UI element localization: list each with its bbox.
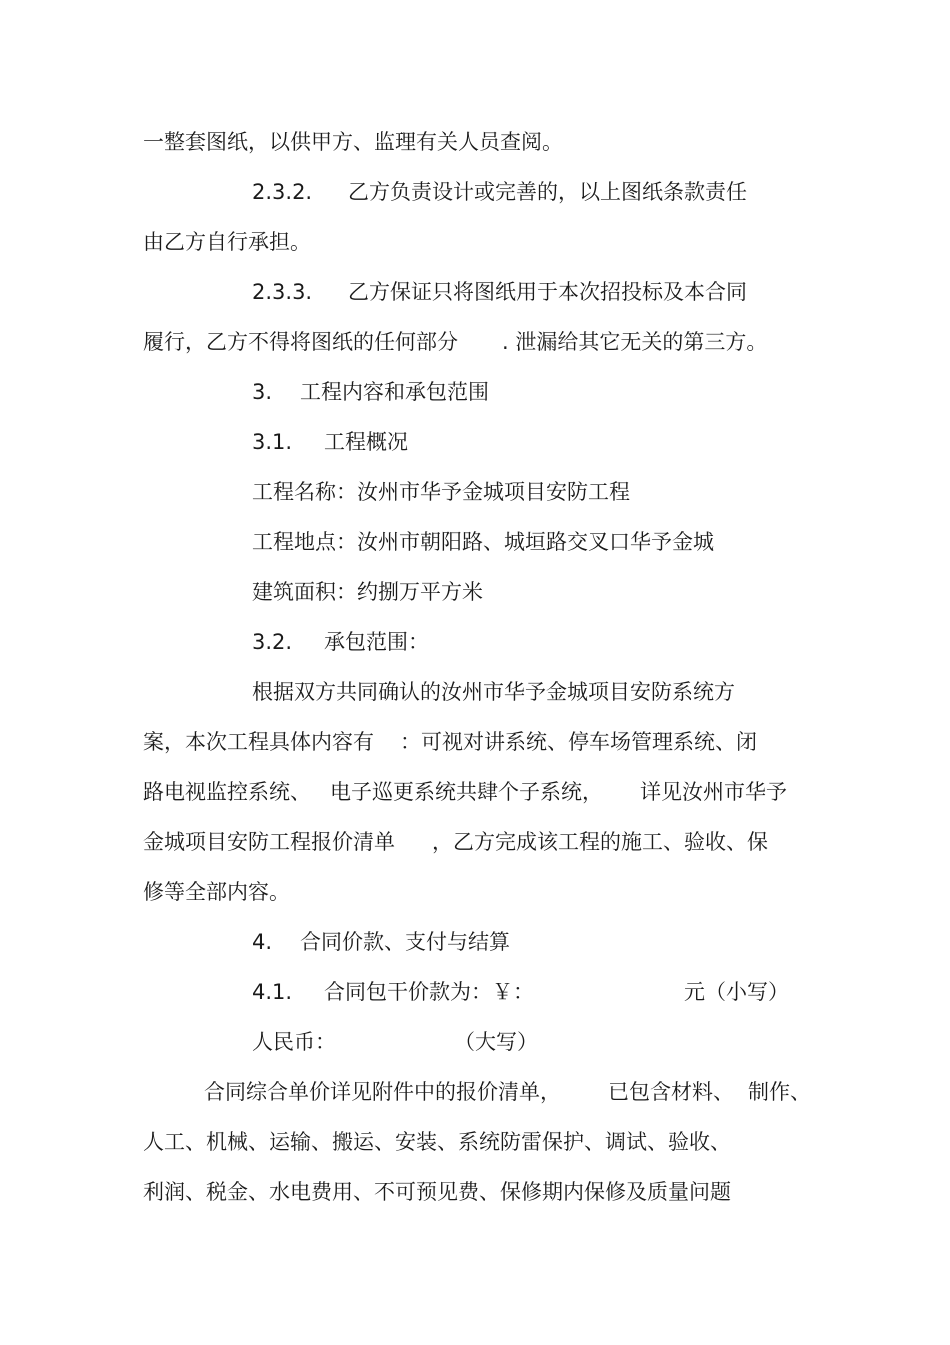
paragraph-line: . 泄漏给其它无关的第三方。 [502,330,768,354]
section-heading: 合同价款、支付与结算 [300,930,510,954]
paragraph-line: 人工、机械、运输、搬运、安装、系统防雷保护、调试、验收、 [143,1130,731,1154]
project-name: 工程名称：汝州市华予金城项目安防工程 [252,480,630,504]
clause-number: 3.2. [252,630,293,654]
paragraph-line: 路电视监控系统、 [143,780,311,804]
clause-number: 2.3.3. [252,280,313,304]
paragraph-line: ：可视对讲系统、停车场管理系统、闭 [400,730,757,754]
paragraph-line: 一整套图纸，以供甲方、监理有关人员查阅。 [143,130,563,154]
paragraph-line: 金城项目安防工程报价清单 [143,830,395,854]
clause-number: 4.1. [252,980,293,1004]
building-area: 建筑面积：约捌万平方米 [252,580,483,604]
paragraph-line: 详见汝州市华予 [640,780,787,804]
section-heading: 工程内容和承包范围 [300,380,489,404]
paragraph-line: 履行，乙方不得将图纸的任何部分 [143,330,458,354]
section-number: 4. [252,930,273,954]
section-number: 3. [252,380,273,404]
clause-text: 乙方负责设计或完善的，以上图纸条款责任 [348,180,747,204]
clause-heading: 工程概况 [324,430,408,454]
paragraph-line: 修等全部内容。 [143,880,290,904]
paragraph-line: 电子巡更系统共肆个子系统， [330,780,603,804]
paragraph-line: ，乙方完成该工程的施工、验收、保 [432,830,768,854]
paragraph-line: 制作、 [748,1080,811,1104]
clause-heading: 承包范围： [324,630,429,654]
paragraph-line: 根据双方共同确认的汝州市华予金城项目安防系统方 [252,680,735,704]
rmb-uppercase-label: （大写） [454,1030,538,1054]
clause-text: 乙方保证只将图纸用于本次招投标及本合同 [348,280,747,304]
clause-number: 3.1. [252,430,293,454]
clause-number: 2.3.2. [252,180,313,204]
contract-price-label: 合同包干价款为：￥： [324,980,534,1004]
paragraph-line: 已包含材料、 [608,1080,734,1104]
paragraph-line: 案，本次工程具体内容有 [143,730,374,754]
paragraph-line: 利润、税金、水电费用、不可预见费、保修期内保修及质量问题 [143,1180,731,1204]
project-location: 工程地点：汝州市朝阳路、城垣路交叉口华予金城 [252,530,714,554]
paragraph-line: 合同综合单价详见附件中的报价清单， [204,1080,561,1104]
paragraph-line: 由乙方自行承担。 [143,230,311,254]
contract-price-unit: 元（小写） [684,980,789,1004]
rmb-label: 人民币： [252,1030,336,1054]
